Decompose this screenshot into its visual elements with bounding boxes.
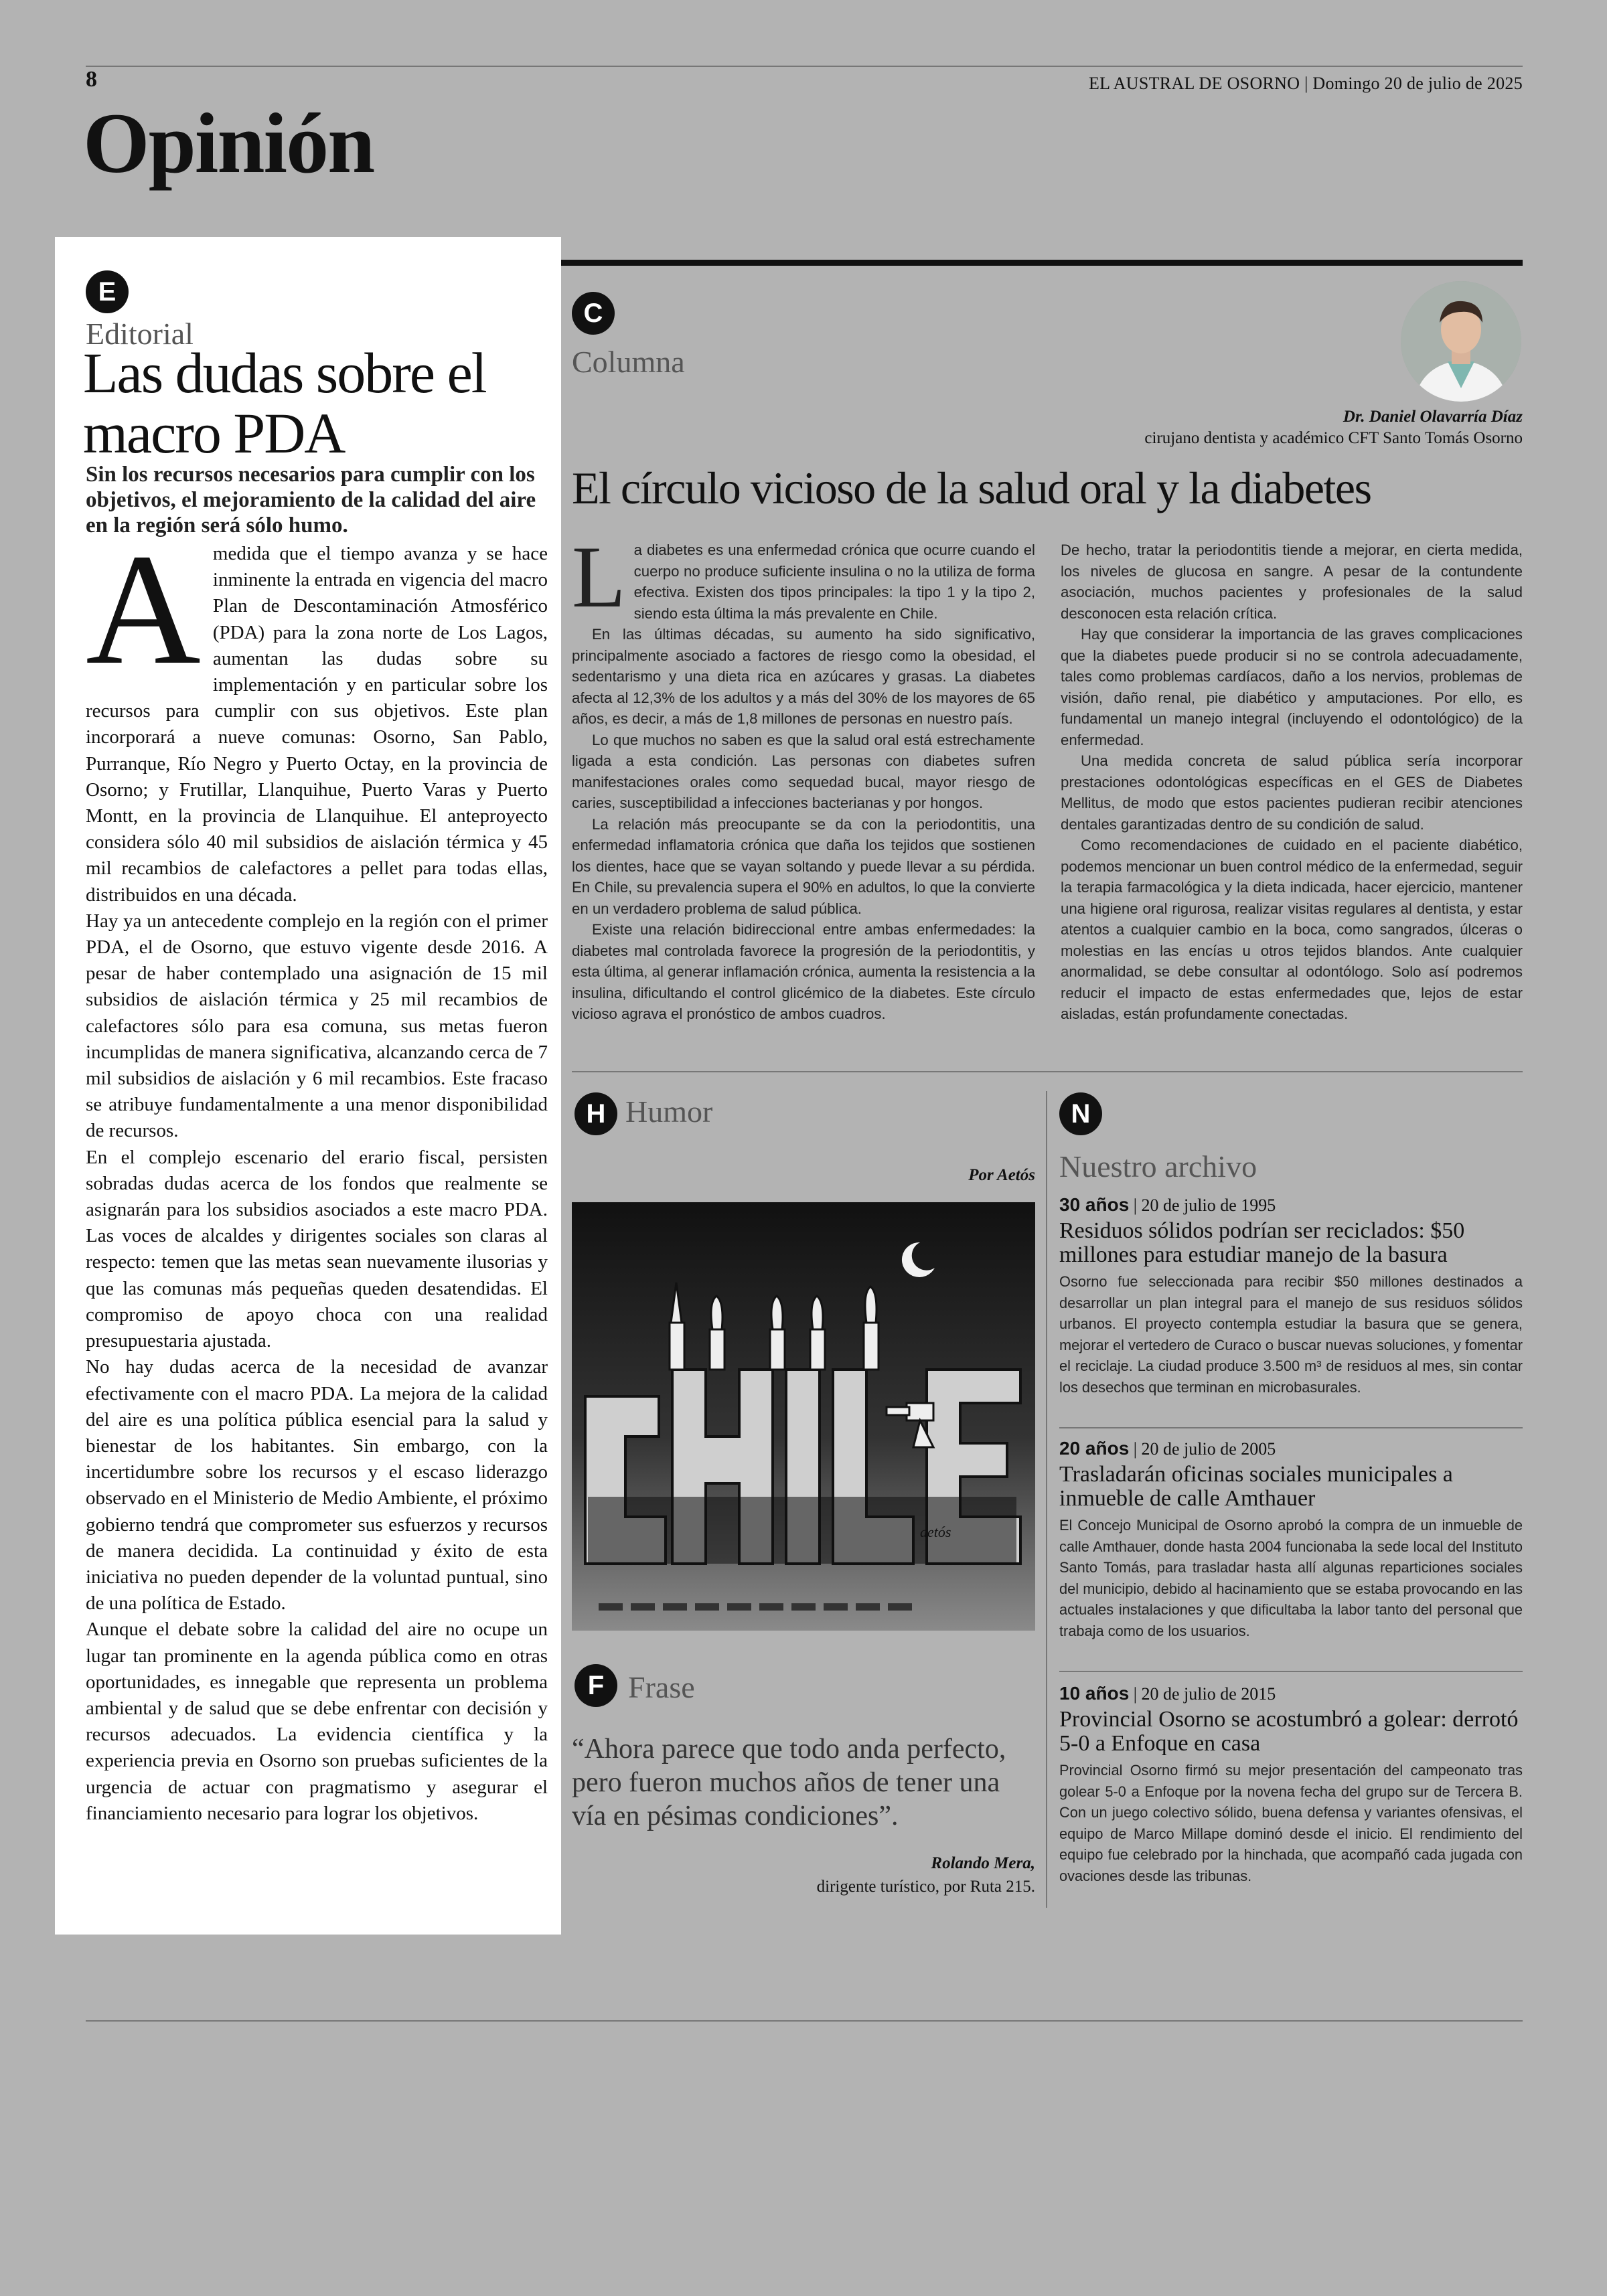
archive-item — [1059, 1194, 1523, 1398]
column-paragraph: Existe una relación bidireccional entre ambas enfermedades: la diabetes mal controlada favorece la progresión de la periodontitis, y esta última, al generar inflamación crónica, aumenta la resistencia a la insulina, dificultando el control glicémico de la diabetes. Este círculo vicioso agrava el pronóstico de ambos cuadros. — [572, 921, 1035, 1022]
column-divider — [1046, 1091, 1047, 1908]
column-paragraph: En las últimas décadas, su aumento ha sido significativo, principalmente asociado a factores de riesgo como la obesidad, el sedentarismo y una dieta rica en azúcares y grasas. La diabetes afecta al 12,3% de los adultos y a más del 30% de los mayores de 65 años, es decir, a más de 1,8 millones de personas en nuestro país. — [572, 626, 1035, 727]
column-paragraph: Hay que considerar la importancia de las graves complicaciones que la diabetes puede producir si no se controla adecuadamente, tales como problemas cardíacos, daño a los nervios, problemas de visión, daño renal, pie diabético y amputaciones. Por ello, es fundamental un manejo integral (incluyendo el odontológico) de la enfermedad. — [1061, 626, 1523, 748]
archive-item-text: Provincial Osorno firmó su mejor presentación del campeonato tras golear 5-0 a Enfoque por la novena fecha del grupo sur de Tercera B. Con un juego colectivo sólido, buena defensa y variantes ofensivas, el equipo de Marco Millape dominó desde el inicio. El rendimiento del equipo fue celebrado por la hinchada, que acompañó cada jugada con ovaciones desde las tribunas. — [1059, 1762, 1523, 1884]
humor-cartoon — [572, 1202, 1035, 1631]
archive-item-meta: 10 años | 20 de julio de 2015 — [1059, 1683, 1276, 1704]
archive-rule — [1059, 1671, 1523, 1672]
masthead: EL AUSTRAL DE OSORNO | Domingo 20 de julio de 2025 — [1088, 74, 1523, 93]
editorial-dropcap: A — [86, 521, 201, 698]
frase-label: Frase — [628, 1670, 695, 1704]
column-paragraph: Como recomendaciones de cuidado en el paciente diabético, podemos mencionar un buen control médico de la enfermedad, seguir la terapia farmacológica y la dieta indicada, hacer ejercicio, mantener una higiene oral rigurosa, realizar visitas regulares al dentista, y estar atentos a cualquier cambio en la boca, como sangrados, úlceras o molestias en las encías u otros tejidos blandos. Ante cualquier anormalidad, se debe consultar al odontólogo. Solo así podremos reducir el impacto de estas enfermedades que, lejos de estar aisladas, están profundamente conectadas. — [1061, 837, 1523, 1022]
editorial-paragraph: Amedida que el tiempo avanza y se hace inminente la entrada en vigencia del macro Plan de Descontaminación Atmosférico (PDA) para la zona norte de Los Lagos, aumentan las dudas sobre su implementación y en particular sobre los recursos para cumplir con sus objetivos. Este plan incorporará a nueve comunas: Osorno, San Pablo, Purranque, Río Negro y Puerto Octay, en la provincia de Osorno; y Frutillar, Llanquihue, Puerto Varas y Puerto Montt, en la provincia de Llanquihue. El anteproyecto considera sólo 40 mil subsidios de aislación térmica y 45 mil recambios de calefactores a pellet para todas ellas, distribuidos en una década. — [86, 521, 548, 906]
humor-credit: Por Aetós — [968, 1166, 1035, 1184]
column-label: Columna — [572, 345, 685, 379]
archive-item — [1059, 1683, 1523, 1886]
column-bottom-rule — [572, 1071, 1523, 1072]
archive-item-title: Trasladarán oficinas sociales municipales a inmueble de calle Amthauer — [1059, 1462, 1453, 1511]
archive-label: Nuestro archivo — [1059, 1149, 1257, 1183]
column-paragraph: La diabetes es una enfermedad crónica que ocurre cuando el cuerpo no produce suficiente insulina o no la utiliza de forma efectiva. Existen dos tipos principales: la tipo 1 y la tipo 2, siendo esta última la más prevalente en Chile. — [572, 527, 1035, 626]
archive-badge: N — [1059, 1092, 1102, 1135]
column-paragraph: Lo que muchos no saben es que la salud oral está estrechamente ligada a esta condición. Las personas con diabetes sufren manifestaciones orales como sequedad bucal, mayor riesgo de caries, susceptibilidad a infecciones bacterianas y por hongos. — [572, 731, 1035, 811]
svg-text:▬▬▬▬▬▬▬▬▬▬: ▬▬▬▬▬▬▬▬▬▬ — [599, 1588, 920, 1616]
top-rule — [560, 260, 1523, 266]
editorial-label: Editorial — [86, 317, 194, 351]
frase-badge: F — [575, 1664, 617, 1707]
archive-item-text: El Concejo Municipal de Osorno aprobó la compra de un inmueble de calle Amthauer, donde hasta 2004 funcionaba la sede local del Instituto Santo Tomás, para trasladar hasta allí algunas reparticiones sociales del municipio, debido al hacinamiento que se estaba provocando en las actuales instalaciones y que dificultaba la labor tanto del personal que trabaja como de los usuarios. — [1059, 1517, 1523, 1639]
frase-role: dirigente turístico, por Ruta 215. — [816, 1878, 1035, 1896]
archive-years: 20 años — [1059, 1438, 1130, 1459]
archive-rule — [1059, 1427, 1523, 1428]
editorial-paragraph: Aunque el debate sobre la calidad del aire no ocupe un lugar tan prominente en la agenda pública como en otras oportunidades, es innegable que representa un problema ambiental y de salud que se debe enfrentar con decisión y recursos adecuados. La evidencia científica y la experiencia previa en Osorno son pruebas suficientes de la urgencia de actuar con pragmatismo y asegurar el financiamiento necesario para lograr los objetivos. — [86, 1619, 548, 1824]
archive-item-title: Provincial Osorno se acostumbró a golear: derrotó 5-0 a Enfoque en casa — [1059, 1707, 1519, 1756]
archive-date: 20 de julio de 2015 — [1141, 1684, 1276, 1704]
svg-text:aetós: aetós — [920, 1524, 951, 1540]
column-paragraph: La relación más preocupante se da con la periodontitis, una enfermedad inflamatoria crónica que daña los tejidos que sostienen los dientes, hace que se vayan soltando y puede llevar a su pérdida. En Chile, su prevalencia supera el 90% en adultos, lo que la convierte en un verdadero problema de salud pública. — [572, 815, 1035, 917]
section-title: Opinión — [83, 96, 374, 191]
footer-rule — [86, 2020, 1523, 2022]
editorial-title: Las dudas sobre el macro PDA — [83, 341, 486, 465]
editorial-badge: E — [86, 270, 129, 313]
author-photo — [1401, 281, 1521, 402]
frase-author: Rolando Mera, — [931, 1854, 1035, 1872]
column-body-left — [572, 527, 1035, 1025]
humor-badge: H — [575, 1092, 617, 1135]
archive-item-meta: 20 años | 20 de julio de 2005 — [1059, 1438, 1276, 1459]
archive-years: 30 años — [1059, 1194, 1130, 1215]
column-paragraph: Una medida concreta de salud pública sería incorporar prestaciones odontológicas específicas en el GES de Diabetes Mellitus, de modo que estos pacientes pudieran recibir atenciones dentales garantizadas dentro de su condición de salud. — [1061, 752, 1523, 833]
archive-date: 20 de julio de 2005 — [1141, 1439, 1276, 1459]
column-title: El círculo vicioso de la salud oral y la diabetes — [572, 463, 1371, 513]
editorial-lead: Sin los recursos necesarios para cumplir con los objetivos, el mejoramiento de la calidad del aire en la región será sólo humo. — [86, 463, 536, 538]
page-number: 8 — [86, 67, 97, 92]
column-paragraph: De hecho, tratar la periodontitis tiende a mejorar, en cierta medida, los niveles de glucosa en sangre. A pesar de la contundente asociación, muchos pacientes y profesionales de la salud desconocen esta relación crítica. — [1061, 542, 1523, 622]
frase-quote: “Ahora parece que todo anda perfecto, pero fueron muchos años de tener una vía en pésimas condiciones”. — [572, 1734, 1006, 1831]
column-author-role: cirujano dentista y académico CFT Santo Tomás Osorno — [1144, 429, 1523, 447]
archive-years: 10 años — [1059, 1683, 1130, 1704]
archive-item-text: Osorno fue seleccionada para recibir $50 millones destinados a desarrollar un plan integral para el manejo de sus residuos sólidos urbanos. El proyecto contempla estudiar la basura que se genera, mejorar el vertedero de Curaco o buscar nuevas soluciones, y fomentar el reciclaje. La ciudad produce 3.500 m³ de residuos al mes, sin contar los desechos que terminan en microbasurales. — [1059, 1273, 1523, 1396]
column-badge: C — [572, 292, 615, 335]
column-author: Dr. Daniel Olavarría Díaz — [1343, 408, 1523, 426]
archive-item-title: Residuos sólidos podrían ser reciclados: $50 millones para estudiar manejo de la basura — [1059, 1218, 1465, 1267]
archive-date: 20 de julio de 1995 — [1141, 1196, 1276, 1215]
column-body-right — [1061, 540, 1523, 1025]
column-dropcap: L — [572, 527, 626, 626]
header-rule — [86, 66, 1523, 67]
editorial-paragraph: Hay ya un antecedente complejo en la región con el primer PDA, el de Osorno, que estuvo vigente desde 2016. A pesar de haber contemplado una asignación de 15 mil subsidios de aislación térmica y 25 mil recambios de calefactores sólo para esa comuna, sus metas fueron incumplidas de manera significativa, alcanzando cerca de 7 mil subsidios de aislación y 6 mil recambios. Este fracaso se atribuye fundamentalmente a una menor disponibilidad de recursos. — [86, 910, 548, 1142]
editorial-body — [86, 521, 548, 1827]
editorial-paragraph: En el complejo escenario del erario fiscal, persisten sobradas dudas acerca de los fondos que realmente se asignarán para los subsidios asociados a este macro PDA. Las voces de alcaldes y dirigentes sociales son claras al respecto: temen que las metas sean nuevamente ilusorias y que las comunas más pequeñas queden desatendidas. El compromiso de apoyo choca con una realidad presupuestaria ajustada. — [86, 1146, 548, 1352]
humor-label: Humor — [625, 1094, 713, 1129]
archive-item-meta: 30 años | 20 de julio de 1995 — [1059, 1194, 1276, 1215]
editorial-paragraph: No hay dudas acerca de la necesidad de avanzar efectivamente con el macro PDA. La mejora de la calidad del aire es una política pública esencial para la salud y bienestar de los habitantes. Sin embargo, con la incertidumbre sobre los recursos y el escaso liderazgo observado en el Ministerio de Medio Ambiente, el próximo gobierno tendrá que comprometer sus esfuerzos y recursos de manera decidida. La continuidad y éxito de esta iniciativa no pueden depender de la voluntad puntual, sino de una política de Estado. — [86, 1356, 548, 1615]
archive-item — [1059, 1438, 1523, 1641]
